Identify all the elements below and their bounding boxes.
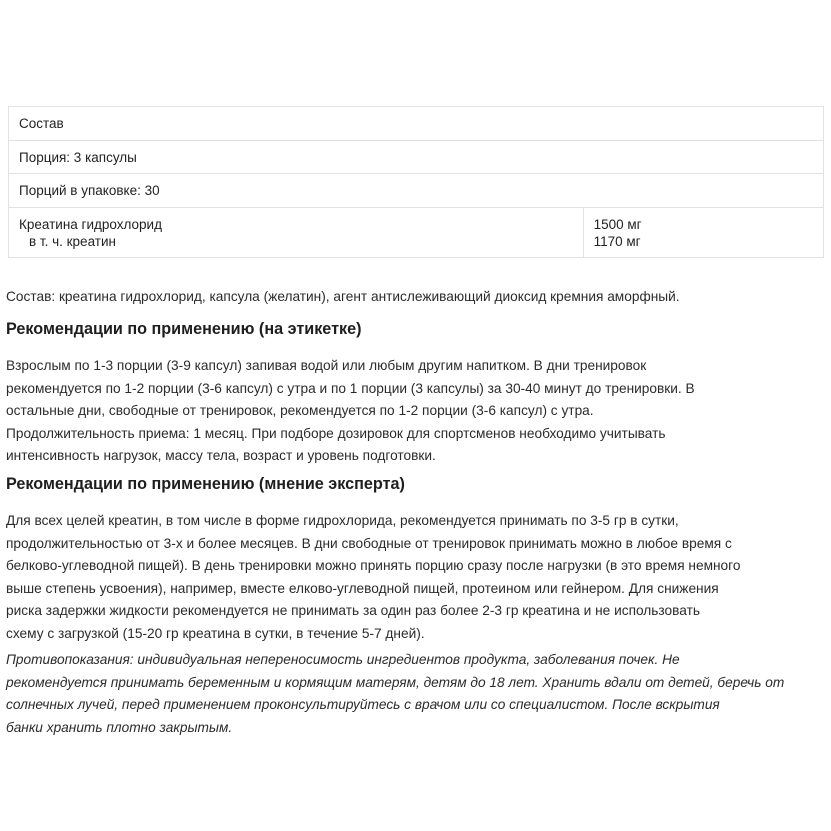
composition-text: Состав: креатина гидрохлорид, капсула (желатин), агент антислеживающий диоксид кремния аморфный. <box>6 289 680 304</box>
ingredient-amounts-cell <box>583 208 823 258</box>
servings-per-container: Порций в упаковке: 30 <box>9 174 824 208</box>
composition-title: Состав <box>9 107 824 141</box>
text-line: банки хранить плотно закрытым. <box>6 719 233 735</box>
text-line: Продолжительность приема: 1 месяц. При подборе дозировок для спортсменов необходимо учитывать <box>6 425 666 441</box>
text-line: Для всех целей креатин, в том числе в форме гидрохлорида, рекомендуется принимать по 3-5 гр в сутки, <box>6 513 679 528</box>
text-line: белково-углеводной пищей). В день тренировки можно принять порцию сразу после нагрузки (в это время немного <box>6 558 741 573</box>
text-line: продолжительностью от 3-х и более месяцев. В дни свободные от тренировок принимать можно в любое время с <box>6 535 732 551</box>
text-line: схему с загрузкой (15-20 гр креатина в сутки, в течение 5-7 дней). <box>6 625 425 641</box>
ingredient-amount: 1500 мг <box>593 216 642 232</box>
text-line: рекомендуется по 1-2 порции (3-6 капсул) с утра и по 1 порции (3 капсулы) за 30-40 минут до тренировки. В <box>6 380 695 396</box>
text-line: остальные дни, свободные от тренировок, рекомендуется по 1-2 порции (3-6 капсул) с утра. <box>6 403 594 418</box>
text-line: солнечных лучей, перед применением проконсультируйтесь с врачом или со специалистом. После вскрытия <box>6 697 720 712</box>
table-row <box>9 107 824 141</box>
table-row <box>9 174 824 208</box>
text-line: рекомендуется принимать беременным и кормящим матерям, детям до 18 лет. Хранить вдали от детей, беречь от <box>6 674 785 690</box>
ingredient-amount: 1170 мг <box>593 233 641 249</box>
ingredient-name: в т. ч. креатин <box>29 233 116 249</box>
text-line: Взрослым по 1-3 порции (3-9 капсул) запивая водой или любым другим напитком. В дни тренировок <box>6 358 647 373</box>
label-recommendations-heading: Рекомендации по применению (на этикетке) <box>6 320 362 338</box>
text-line: выше степень усвоения), например, вместе елково-углеводной пищей, протеином или гейнером. Для снижения <box>6 580 719 596</box>
ingredient-names-cell <box>9 208 584 258</box>
table-row <box>9 208 824 258</box>
contraindications-text <box>6 649 824 739</box>
table-row <box>9 141 824 174</box>
expert-recommendations-text <box>6 510 824 645</box>
composition-table <box>8 106 824 258</box>
text-line: риска задержки жидкости рекомендуется не принимать за один раз более 2-3 гр креатина и не использовать <box>6 603 700 618</box>
text-line: интенсивность нагрузок, массу тела, возраст и уровень подготовки. <box>6 448 436 463</box>
ingredient-name: Креатина гидрохлорид <box>19 216 162 232</box>
label-recommendations-text <box>6 355 824 468</box>
portion-size: Порция: 3 капсулы <box>9 141 824 174</box>
expert-recommendations-heading: Рекомендации по применению (мнение эксперта) <box>6 475 405 493</box>
text-line: Противопоказания: индивидуальная непереносимость ингредиентов продукта, заболевания почек. Не <box>6 652 680 667</box>
